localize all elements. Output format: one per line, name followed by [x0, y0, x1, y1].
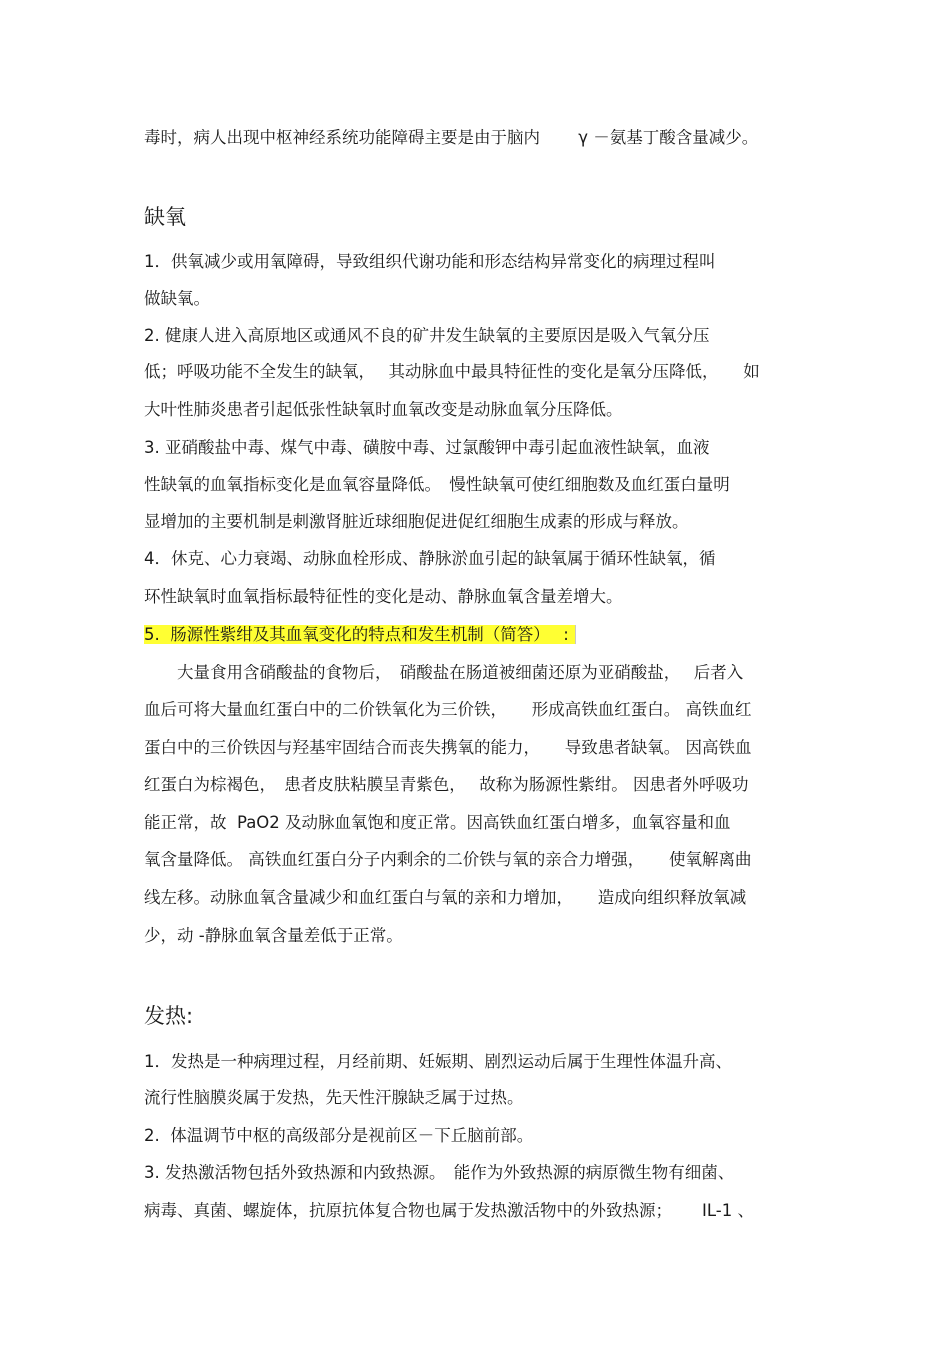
paragraph-line: 3. 亚硝酸盐中毒、煤气中毒、磺胺中毒、过氯酸钾中毒引起血液性缺氧，血液 — [144, 438, 710, 457]
paragraph-line: 1．发热是一种病理过程，月经前期、妊娠期、剧烈运动后属于生理性体温升高、 — [144, 1052, 732, 1071]
hypoxia-heading: 缺氧 — [144, 205, 186, 229]
paragraph-line: 病毒、真菌、螺旋体，抗原抗体复合物也属于发热激活物中的外致热源； IL-1 、 — [144, 1201, 754, 1220]
answer-line: 大量食用含硝酸盐的食物后， 硝酸盐在肠道被细菌还原为亚硝酸盐， 后者入 — [144, 663, 744, 682]
question-highlight: 5. 肠源性紫绀及其血氧变化的特点和发生机制（简答） : — [144, 625, 576, 644]
paragraph-line: 3. 发热激活物包括外致热源和内致热源。 能作为外致热源的病原微生物有细菌、 — [144, 1163, 735, 1182]
answer-line: 少，动 -静脉血氧含量差低于正常。 — [144, 926, 403, 945]
paragraph-line: 显增加的主要机制是刺激肾脏近球细胞促进促红细胞生成素的形成与释放。 — [144, 512, 689, 531]
answer-line: 红蛋白为棕褐色， 患者皮肤粘膜呈青紫色， 故称为肠源性紫绀。 因患者外呼吸功 — [144, 775, 749, 794]
answer-line: 蛋白中的三价铁因与羟基牢固结合而丧失携氧的能力， 导致患者缺氧。 因高铁血 — [144, 738, 752, 757]
highlighted-question — [144, 624, 576, 646]
paragraph-line: 流行性脑膜炎属于发热，先天性汗腺缺乏属于过热。 — [144, 1088, 524, 1107]
paragraph-line: 低；呼吸功能不全发生的缺氧， 其动脉血中最具特征性的变化是氧分压降低， 如 — [144, 362, 760, 381]
answer-line: 血后可将大量血红蛋白中的二价铁氧化为三价铁， 形成高铁血红蛋白。 高铁血红 — [144, 700, 752, 719]
answer-line: 能正常，故 PaO2 及动脉血氧饱和度正常。因高铁血红蛋白增多，血氧容量和血 — [144, 813, 731, 832]
intro-line: 毒时，病人出现中枢神经系统功能障碍主要是由于脑内 γ －氨基丁酸含量减少。 — [144, 128, 759, 147]
paragraph-line: 1．供氧减少或用氧障碍，导致组织代谢功能和形态结构异常变化的病理过程叫 — [144, 252, 716, 271]
paragraph-line: 大叶性肺炎患者引起低张性缺氧时血氧改变是动脉血氧分压降低。 — [144, 400, 623, 419]
paragraph-line: 做缺氧。 — [144, 289, 210, 308]
answer-line: 线左移。动脉血氧含量减少和血红蛋白与氧的亲和力增加， 造成向组织释放氧减 — [144, 888, 747, 907]
paragraph-line: 2. 体温调节中枢的高级部分是视前区－下丘脑前部。 — [144, 1126, 534, 1145]
paragraph-line: 4．休克、心力衰竭、动脉血栓形成、静脉淤血引起的缺氧属于循环性缺氧，循 — [144, 549, 716, 568]
paragraph-line: 2. 健康人进入高原地区或通风不良的矿井发生缺氧的主要原因是吸入气氧分压 — [144, 326, 710, 345]
answer-line: 氧含量降低。 高铁血红蛋白分子内剩余的二价铁与氧的亲合力增强， 使氧解离曲 — [144, 850, 752, 869]
paragraph-line: 环性缺氧时血氧指标最特征性的变化是动、静脉血氧含量差增大。 — [144, 587, 623, 606]
fever-heading: 发热: — [144, 1004, 194, 1028]
paragraph-line: 性缺氧的血氧指标变化是血氧容量降低。 慢性缺氧可使红细胞数及血红蛋白量明 — [144, 475, 730, 494]
